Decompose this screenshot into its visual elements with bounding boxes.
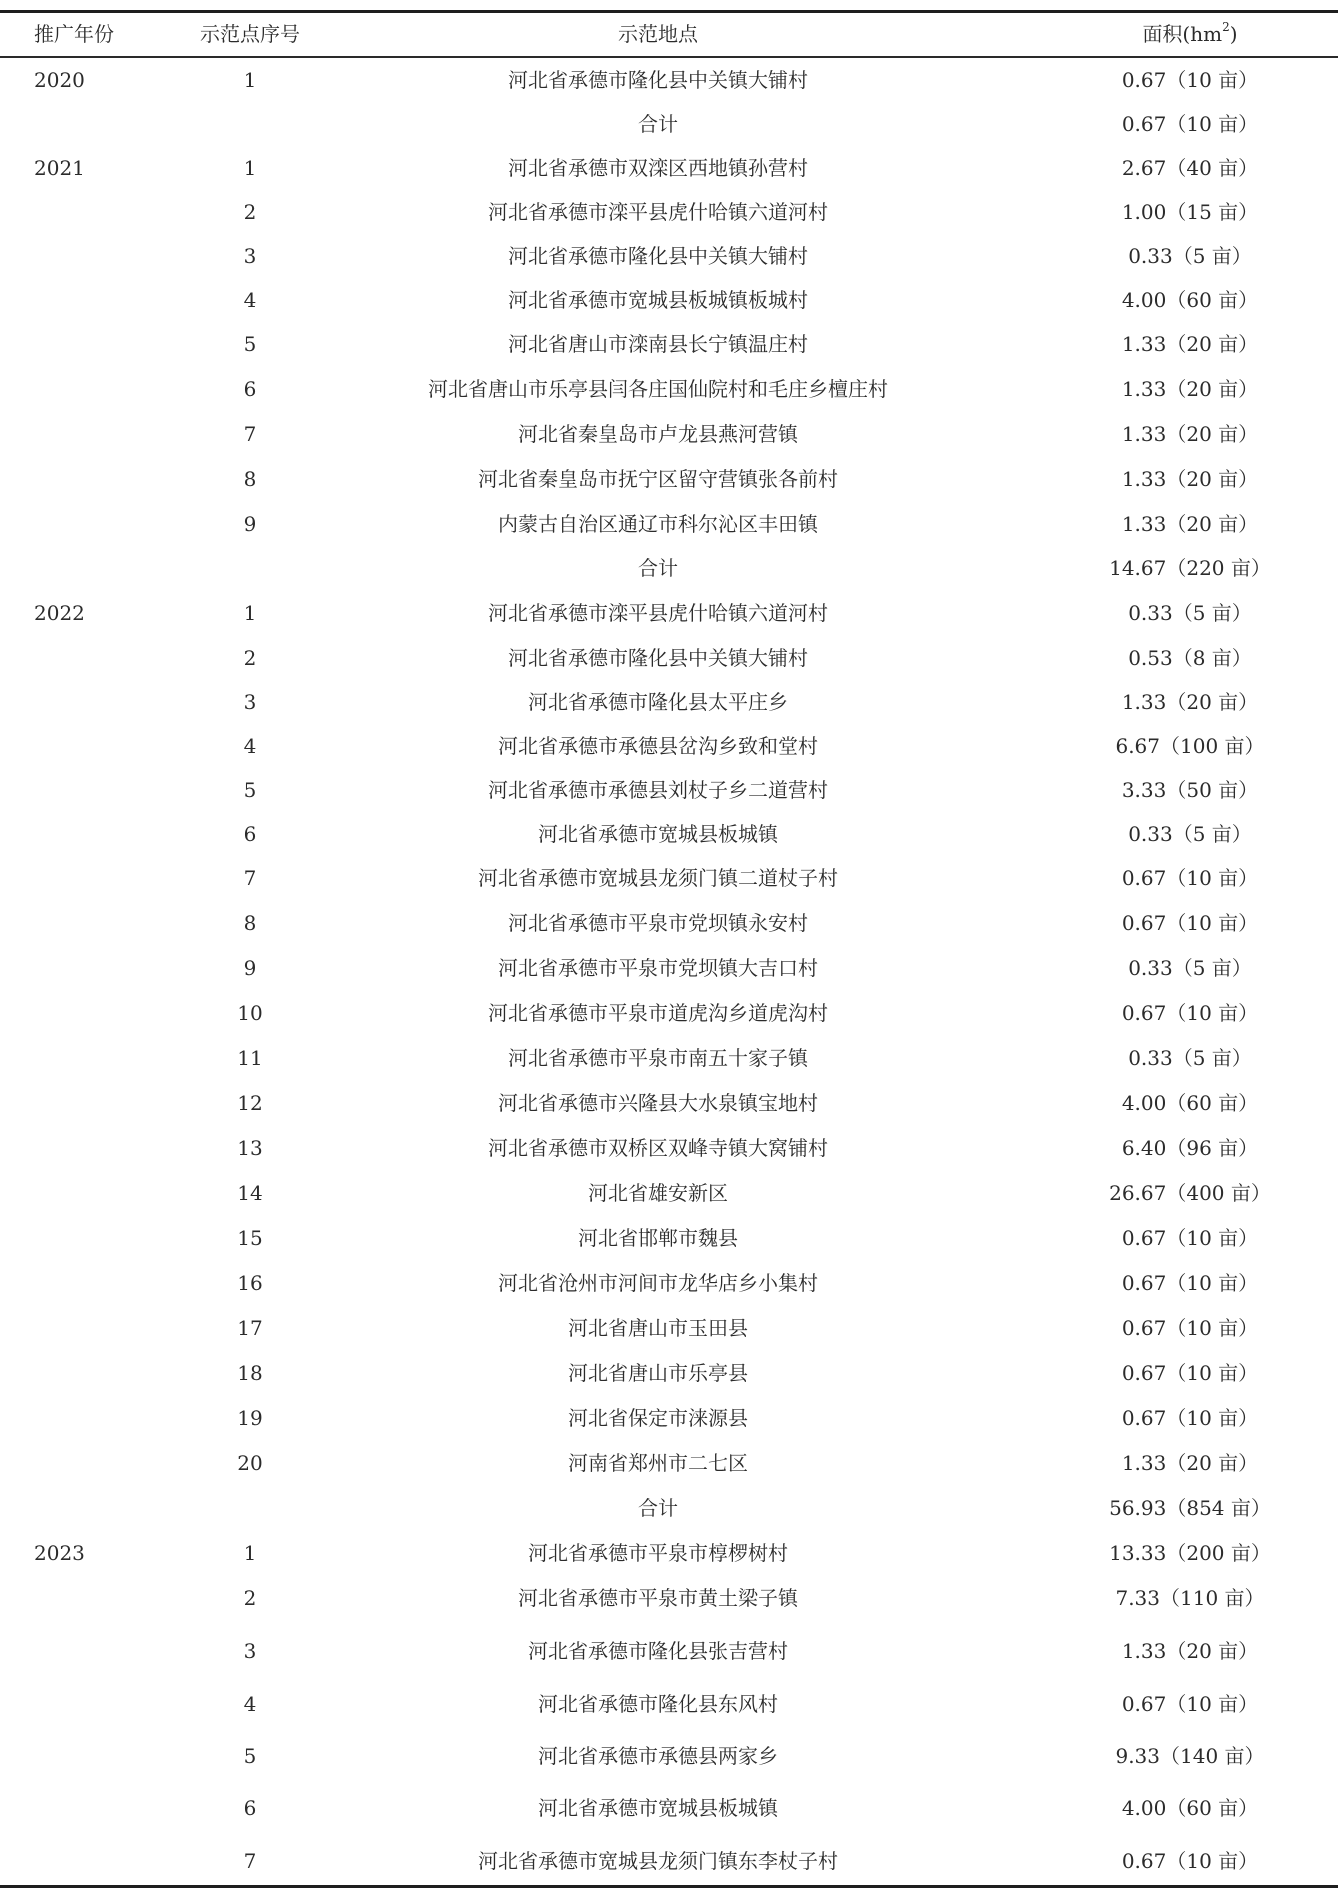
area-cell: 0.33（5 亩） [1128, 956, 1252, 980]
area-cell: 0.67（10 亩） [1121, 911, 1259, 935]
location-cell: 河北省唐山市滦南县长宁镇温庄村 [508, 332, 808, 356]
number-cell: 2 [243, 1586, 257, 1610]
table-row [0, 772, 1338, 808]
table-row [0, 595, 1338, 631]
number-cell: 4 [243, 288, 257, 312]
number-cell: 5 [243, 1744, 257, 1768]
table-row [0, 1843, 1338, 1879]
table-row [0, 1355, 1338, 1391]
area-cell: 0.33（5 亩） [1128, 244, 1252, 268]
area-cell: 4.00（60 亩） [1121, 288, 1259, 312]
table-row [0, 371, 1338, 407]
area-cell: 0.67（10 亩） [1121, 112, 1259, 136]
area-cell: 0.67（10 亩） [1121, 68, 1259, 92]
location-cell: 河南省郑州市二七区 [568, 1451, 748, 1475]
area-cell: 0.67（10 亩） [1121, 1406, 1259, 1430]
location-cell: 河北省雄安新区 [588, 1181, 728, 1205]
location-cell: 河北省承德市承德县岔沟乡致和堂村 [498, 734, 818, 758]
number-cell: 5 [243, 332, 257, 356]
table-row [0, 62, 1338, 98]
location-cell: 河北省承德市兴隆县大水泉镇宝地村 [498, 1091, 818, 1115]
location-cell: 河北省承德市双滦区西地镇孙营村 [508, 156, 808, 180]
area-cell: 7.33（110 亩） [1115, 1586, 1265, 1610]
table-row [0, 1445, 1338, 1481]
table-row [0, 1220, 1338, 1256]
number-cell: 13 [237, 1136, 263, 1160]
header-location: 示范地点 [618, 22, 698, 46]
area-cell: 0.67（10 亩） [1121, 1316, 1259, 1340]
table-row [0, 1040, 1338, 1076]
location-cell: 河北省秦皇岛市抚宁区留守营镇张各前村 [478, 467, 838, 491]
number-cell: 4 [243, 1692, 257, 1716]
header-year: 推广年份 [34, 22, 114, 46]
table-row [0, 684, 1338, 720]
number-cell: 17 [237, 1316, 263, 1340]
location-cell: 河北省承德市宽城县板城镇 [538, 822, 778, 846]
table-row [0, 1790, 1338, 1826]
header-area [1090, 16, 1290, 52]
location-cell: 合计 [638, 1496, 678, 1520]
location-cell: 河北省保定市涞源县 [568, 1406, 748, 1430]
area-cell: 14.67（220 亩） [1109, 556, 1271, 580]
location-cell: 河北省承德市平泉市党坝镇大吉口村 [498, 956, 818, 980]
area-cell: 1.33（20 亩） [1121, 377, 1259, 401]
location-cell: 河北省承德市隆化县中关镇大铺村 [508, 68, 808, 92]
location-cell: 河北省承德市滦平县虎什哈镇六道河村 [488, 601, 828, 625]
area-cell: 6.67（100 亩） [1115, 734, 1265, 758]
area-cell: 0.67（10 亩） [1121, 1001, 1259, 1025]
number-cell: 12 [237, 1091, 263, 1115]
location-cell: 河北省承德市平泉市椁椤树村 [528, 1541, 788, 1565]
location-cell: 河北省承德市宽城县板城镇板城村 [508, 288, 808, 312]
area-cell: 3.33（50 亩） [1121, 778, 1259, 802]
number-cell: 1 [243, 156, 257, 180]
table-row [0, 150, 1338, 186]
location-cell: 河北省承德市承德县两家乡 [538, 1744, 778, 1768]
location-cell: 河北省承德市平泉市黄土梁子镇 [518, 1586, 798, 1610]
area-cell: 0.33（5 亩） [1128, 1046, 1252, 1070]
location-cell: 河北省承德市宽城县龙须门镇二道杖子村 [478, 866, 838, 890]
location-cell: 河北省承德市隆化县中关镇大铺村 [508, 646, 808, 670]
location-cell: 河北省承德市隆化县东风村 [538, 1692, 778, 1716]
table-row [0, 1310, 1338, 1346]
area-cell: 0.67（10 亩） [1121, 1226, 1259, 1250]
number-cell [195, 106, 305, 142]
table-row [0, 905, 1338, 941]
location-cell: 合计 [638, 112, 678, 136]
location-cell: 内蒙古自治区通辽市科尔沁区丰田镇 [498, 512, 818, 536]
number-cell: 9 [243, 956, 257, 980]
number-cell: 3 [243, 1639, 257, 1663]
location-cell: 河北省承德市平泉市党坝镇永安村 [508, 911, 808, 935]
number-cell: 1 [243, 601, 257, 625]
area-cell: 0.67（10 亩） [1121, 866, 1259, 890]
area-cell: 13.33（200 亩） [1109, 1541, 1271, 1565]
number-cell: 7 [243, 1849, 257, 1873]
header-area-suffix: ) [1229, 22, 1238, 46]
location-cell: 河北省唐山市乐亭县闫各庄国仙院村和毛庄乡檀庄村 [428, 377, 888, 401]
area-cell: 56.93（854 亩） [1109, 1496, 1271, 1520]
table-row [0, 1535, 1338, 1571]
number-cell: 3 [243, 244, 257, 268]
area-cell: 1.33（20 亩） [1121, 332, 1259, 356]
area-cell: 4.00（60 亩） [1121, 1796, 1259, 1820]
number-cell [195, 1490, 305, 1526]
number-cell: 8 [243, 911, 257, 935]
header-area-unit: hm [1190, 22, 1223, 46]
number-cell: 16 [237, 1271, 263, 1295]
year-cell: 2021 [34, 156, 85, 180]
number-cell: 2 [243, 646, 257, 670]
area-cell: 6.40（96 亩） [1121, 1136, 1259, 1160]
table-row [0, 1686, 1338, 1722]
number-cell: 10 [237, 1001, 263, 1025]
table-subtotal-row [0, 1490, 1338, 1526]
year-cell: 2020 [34, 68, 85, 92]
location-cell: 河北省承德市平泉市南五十家子镇 [508, 1046, 808, 1070]
area-cell: 1.33（20 亩） [1121, 690, 1259, 714]
number-cell: 19 [237, 1406, 263, 1430]
table-row [0, 1085, 1338, 1121]
header-number: 示范点序号 [200, 22, 300, 46]
location-cell: 河北省承德市滦平县虎什哈镇六道河村 [488, 200, 828, 224]
location-cell: 河北省沧州市河间市龙华店乡小集村 [498, 1271, 818, 1295]
table-row [0, 950, 1338, 986]
area-cell: 1.33（20 亩） [1121, 512, 1259, 536]
number-cell: 9 [243, 512, 257, 536]
area-cell: 0.33（5 亩） [1128, 822, 1252, 846]
table-row [0, 1580, 1338, 1616]
area-cell: 1.33（20 亩） [1121, 422, 1259, 446]
table-row [0, 1175, 1338, 1211]
header-area-prefix: 面积( [1142, 22, 1191, 46]
number-cell: 7 [243, 422, 257, 446]
table-row [0, 1400, 1338, 1436]
location-cell: 河北省邯郸市魏县 [578, 1226, 738, 1250]
number-cell: 1 [243, 68, 257, 92]
table-subtotal-row [0, 550, 1338, 586]
area-cell: 2.67（40 亩） [1121, 156, 1259, 180]
table-row [0, 816, 1338, 852]
number-cell: 18 [237, 1361, 263, 1385]
table-row [0, 1130, 1338, 1166]
number-cell: 6 [243, 377, 257, 401]
header-area-superscript: 2 [1222, 20, 1230, 35]
table-bottom-rule [0, 1885, 1338, 1888]
table-row [0, 326, 1338, 362]
number-cell: 20 [237, 1451, 263, 1475]
table-row [0, 506, 1338, 542]
table-row [0, 416, 1338, 452]
table-row [0, 194, 1338, 230]
table-row [0, 728, 1338, 764]
area-cell: 0.53（8 亩） [1128, 646, 1252, 670]
area-cell: 1.33（20 亩） [1121, 467, 1259, 491]
year-cell: 2022 [34, 601, 85, 625]
location-cell: 河北省承德市隆化县太平庄乡 [528, 690, 788, 714]
number-cell: 15 [237, 1226, 263, 1250]
location-cell: 河北省承德市隆化县张吉营村 [528, 1639, 788, 1663]
table-subtotal-row [0, 106, 1338, 142]
location-cell: 河北省唐山市玉田县 [568, 1316, 748, 1340]
table-row [0, 282, 1338, 318]
number-cell: 2 [243, 200, 257, 224]
number-cell: 5 [243, 778, 257, 802]
table-row [0, 1633, 1338, 1669]
number-cell: 4 [243, 734, 257, 758]
table-top-rule [0, 10, 1338, 13]
number-cell [195, 550, 305, 586]
location-cell: 河北省承德市宽城县龙须门镇东李杖子村 [478, 1849, 838, 1873]
area-cell: 0.67（10 亩） [1121, 1361, 1259, 1385]
area-cell: 9.33（140 亩） [1115, 1744, 1265, 1768]
area-cell: 0.67（10 亩） [1121, 1271, 1259, 1295]
table-header-row [0, 16, 1338, 52]
table-header-rule [0, 56, 1338, 58]
number-cell: 6 [243, 1796, 257, 1820]
table-row [0, 860, 1338, 896]
area-cell: 0.67（10 亩） [1121, 1692, 1259, 1716]
location-cell: 河北省承德市宽城县板城镇 [538, 1796, 778, 1820]
location-cell: 河北省承德市承德县刘杖子乡二道营村 [488, 778, 828, 802]
area-cell: 0.67（10 亩） [1121, 1849, 1259, 1873]
area-cell: 0.33（5 亩） [1128, 601, 1252, 625]
location-cell: 河北省承德市隆化县中关镇大铺村 [508, 244, 808, 268]
area-cell: 4.00（60 亩） [1121, 1091, 1259, 1115]
location-cell: 合计 [638, 556, 678, 580]
number-cell: 3 [243, 690, 257, 714]
area-cell: 1.33（20 亩） [1121, 1451, 1259, 1475]
area-cell: 26.67（400 亩） [1109, 1181, 1271, 1205]
table-row [0, 1738, 1338, 1774]
table-row [0, 995, 1338, 1031]
location-cell: 河北省唐山市乐亭县 [568, 1361, 748, 1385]
location-cell: 河北省秦皇岛市卢龙县燕河营镇 [518, 422, 798, 446]
location-cell: 河北省承德市平泉市道虎沟乡道虎沟村 [488, 1001, 828, 1025]
number-cell: 8 [243, 467, 257, 491]
number-cell: 6 [243, 822, 257, 846]
table-row [0, 640, 1338, 676]
number-cell: 7 [243, 866, 257, 890]
table-row [0, 461, 1338, 497]
area-cell: 1.33（20 亩） [1121, 1639, 1259, 1663]
area-cell: 1.00（15 亩） [1121, 200, 1259, 224]
table-row [0, 238, 1338, 274]
number-cell: 1 [243, 1541, 257, 1565]
year-cell: 2023 [34, 1541, 85, 1565]
table-row [0, 1265, 1338, 1301]
number-cell: 11 [237, 1046, 263, 1070]
number-cell: 14 [237, 1181, 263, 1205]
location-cell: 河北省承德市双桥区双峰寺镇大窝铺村 [488, 1136, 828, 1160]
